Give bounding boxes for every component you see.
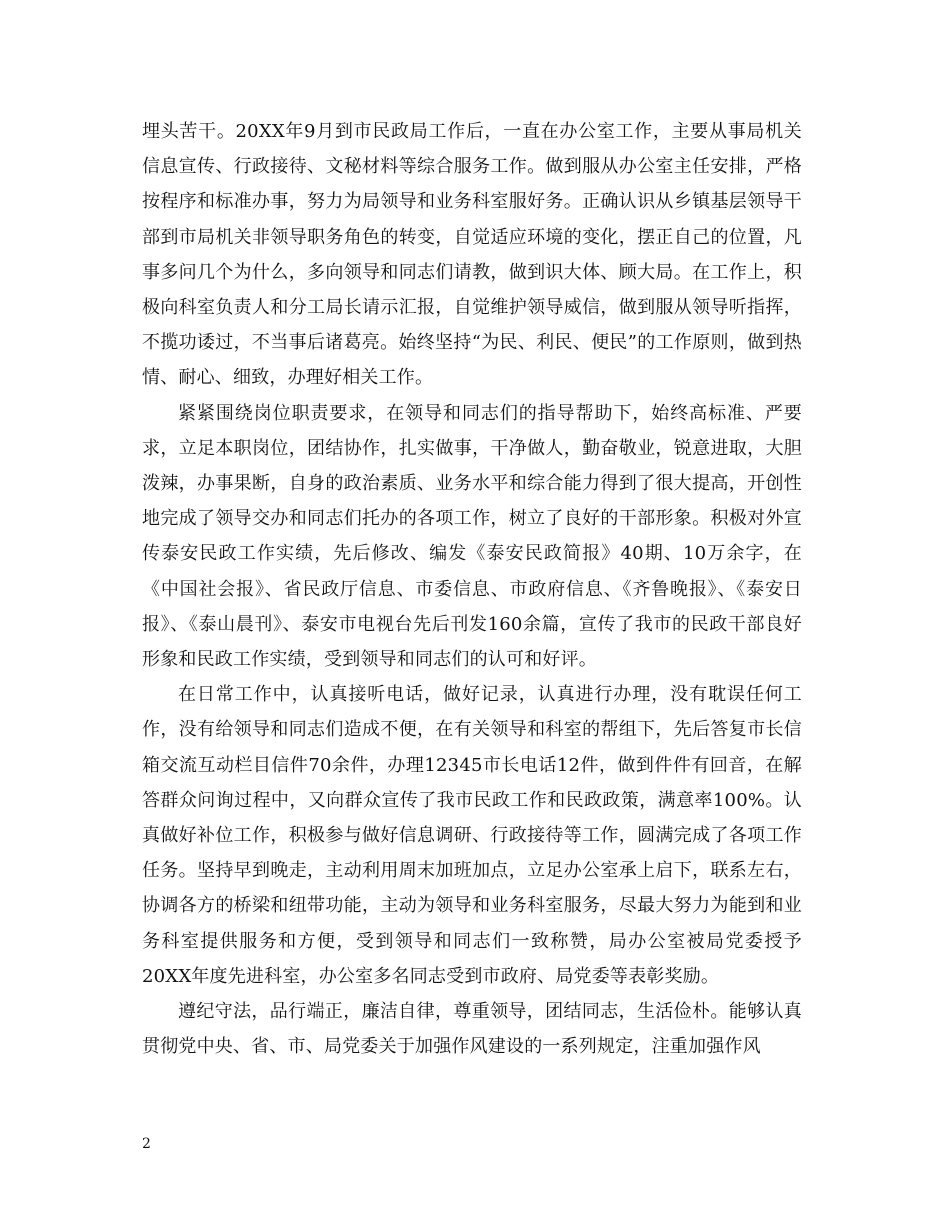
paragraph-job-performance: 紧紧围绕岗位职责要求，在领导和同志们的指导帮助下，始终高标准、严要求，立足本职岗位，团结协作，扎实做事，干净做人，勤奋敬业，锐意进取，大胆泼辣，办事果断，自身的政治素质、业务水平和综合能力得到了很大提高，开创性地完成了领导交办和同志们托办的各项工作，树立了良好的干部形象。积极对外宣传泰安民政工作实绩，先后修改、编发《泰安民政简报》40期、10万余字，在《中国社会报》、省民政厅信息、市委信息、市政府信息、《齐鲁晚报》、《泰安日报》、《泰山晨刊》、泰安市电视台先后刊发160余篇，宣传了我市的民政干部良好形象和民政工作实绩，受到领导和同志们的认可和好评。	[142, 402, 802, 671]
paragraph-discipline: 遵纪守法，品行端正，廉洁自律，尊重领导，团结同志，生活俭朴。能够认真贯彻党中央、省、市、局党委关于加强作风建设的一系列规定，注重加强作风	[142, 1001, 802, 1058]
page-number: 2	[142, 1136, 151, 1152]
paragraph-daily-work: 在日常工作中，认真接听电话，做好记录，认真进行办理，没有耽误任何工作，没有给领导和同志们造成不便，在有关领导和科室的帮组下，先后答复市长信箱交流互动栏目信件70余件，办理12345市长电话12件，做到件件有回音，在解答群众问询过程中，又向群众宣传了我市民政工作和民政政策，满意率100%。认真做好补位工作，积极参与做好信息调研、行政接待等工作，圆满完成了各项工作任务。坚持早到晚走，主动利用周末加班加点，立足办公室承上启下，联系左右，协调各方的桥梁和纽带功能，主动为领导和业务科室服务，尽最大努力为能到和业务科室提供服务和方便，受到领导和同志们一致称赞，局办公室被局党委授予20XX年度先进科室，办公室多名同志受到市政府、局党委等表彰奖励。	[142, 684, 802, 987]
body-text	[142, 114, 802, 1064]
paragraph-continuation: 埋头苦干。20XX年9月到市民政局工作后，一直在办公室工作，主要从事局机关信息宣传、行政接待、文秘材料等综合服务工作。做到服从办公室主任安排，严格按程序和标准办事，努力为局领导和业务科室服好务。正确认识从乡镇基层领导干部到市局机关非领导职务角色的转变，自觉适应环境的变化，摆正自己的位置，凡事多问几个为什么，多向领导和同志们请教，做到识大体、顾大局。在工作上，积极向科室负责人和分工局长请示汇报，自觉维护领导威信，做到服从领导听指挥，不揽功诿过，不当事后诸葛亮。始终坚持“为民、利民、便民”的工作原则，做到热情、耐心、细致，办理好相关工作。	[142, 121, 802, 389]
